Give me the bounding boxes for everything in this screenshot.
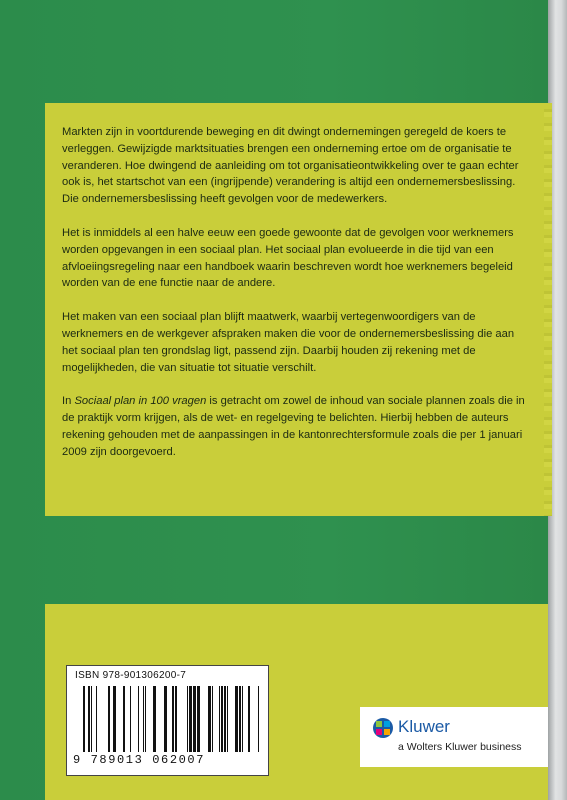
- publisher-tagline: a Wolters Kluwer business: [398, 741, 522, 753]
- publisher-brand: Kluwer: [398, 717, 450, 736]
- paragraph-4-rest: is getracht om zowel de inhoud van sociale plannen zoals die in de praktijk vorm krijgen, als de wet- en regelgeving te belichten. Hierbij hebben de auteurs rekening gehouden met de aanpassingen in de kantonrechtersformule zoals die per 1 januari 2009 zijn doorgevoerd.: [62, 395, 525, 458]
- paragraph-4: [62, 393, 532, 460]
- paragraph-3: Het maken van een sociaal plan blijft maatwerk, waarbij vertegenwoordigers van de werknemers en de werkgever afspraken maken die voor de ondernemersbeslissing die aan het sociaal plan ten grondslag ligt, passend zijn. Daarbij houden zij rekening met de mogelijkheden, die van situatie tot situatie verschilt.: [62, 311, 515, 374]
- paragraph-1: Markten zijn in voortdurende beweging en dit dwingt ondernemingen geregeld de koers te verleggen. Gewijzigde marktsituaties brengen een onderneming ertoe om de organisatie te veranderen. Hoe dwingend de aanleiding om tot organisatieontwikkeling over te gaan echter ook is, het startschot van een (ingrijpende) verandering is altijd een ondernemersbeslissing. Die ondernemersbeslissing heeft gevolgen voor de medewerkers.: [62, 126, 519, 206]
- paragraph-4-prefix: In: [62, 395, 75, 408]
- book-title: Sociaal plan in 100 vragen: [74, 395, 207, 408]
- barcode-digits: 9 789013 062007: [73, 753, 206, 767]
- barcode-bars: [83, 686, 259, 752]
- barcode-box: [66, 665, 269, 776]
- kluwer-globe-icon: [372, 717, 394, 739]
- isbn-label: ISBN 978-901306200-7: [75, 670, 187, 681]
- paragraph-2: Het is inmiddels al een halve eeuw een goede gewoonte dat de gevolgen voor werknemers worden opgevangen in een sociaal plan. Het sociaal plan evolueerde in die tijd van een afvloeiingsregeling naar een handboek waarin beschreven wordt hoe werknemers begeleid worden van de ene functie naar de andere.: [62, 226, 514, 290]
- publisher-logo: [360, 707, 548, 767]
- blurb-text: [62, 124, 532, 478]
